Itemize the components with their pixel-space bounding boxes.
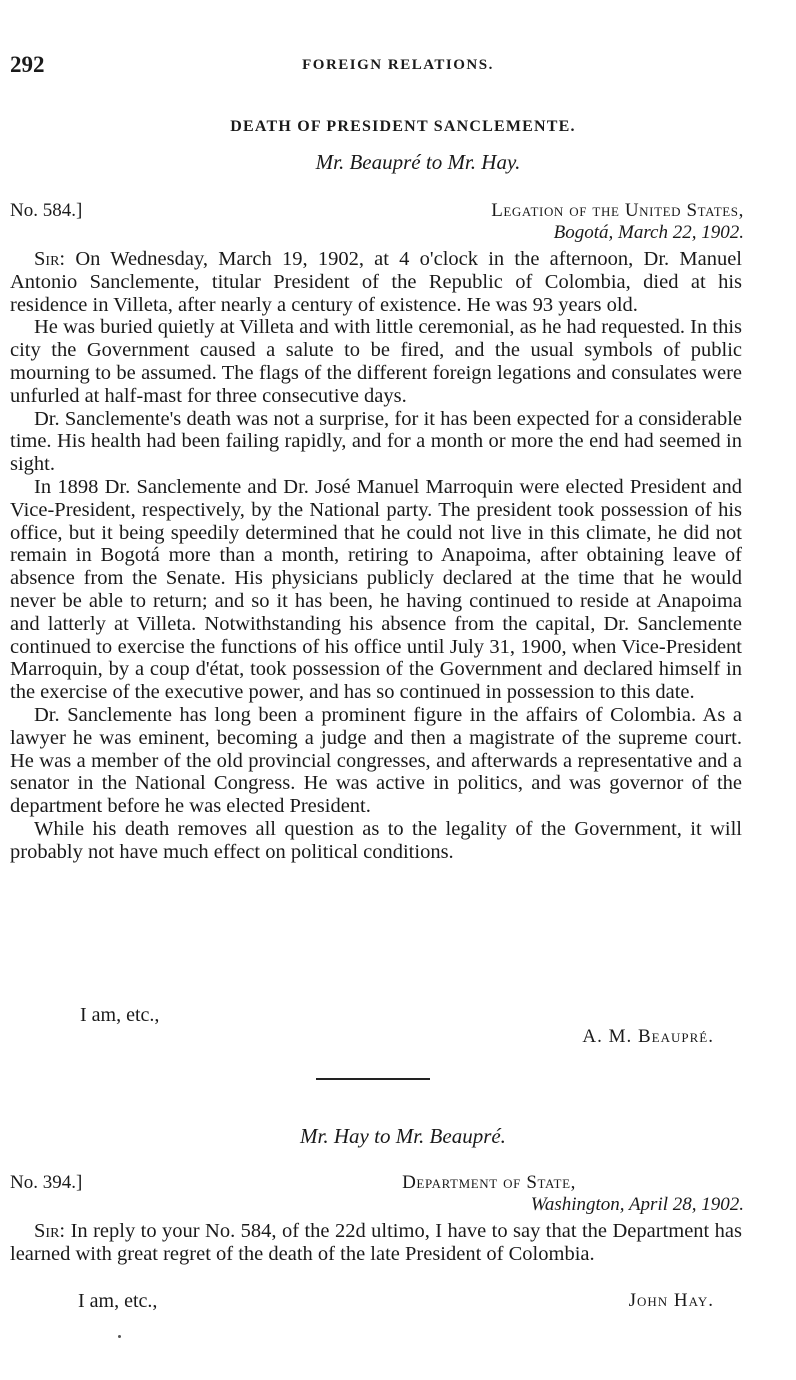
letter1-closing: I am, etc., (80, 1004, 160, 1026)
letter1-paragraph: Sir: On Wednesday, March 19, 1902, at 4 o'clock in the afternoon, Dr. Manuel Antonio Sanclemente, titular President of the Republic of Colombia, died at his residence in Villeta, after nearly a century of existence. He was 93 years old. (10, 248, 742, 316)
running-title: FOREIGN RELATIONS. (302, 57, 494, 73)
page-number: 292 (10, 52, 45, 77)
letter2-number: No. 394.] (10, 1172, 83, 1193)
letter2-heading: Mr. Hay to Mr. Beaupré. (300, 1124, 506, 1148)
letter1-paragraph: He was buried quietly at Villeta and with little ceremonial, as he had requested. In this city the Government caused a salute to be fired, and the usual symbols of public mourning to be assumed. The flags of the different foreign legations and consulates were unfurled at half-mast for three consecutive days. (10, 316, 742, 407)
letter1-paragraph: Dr. Sanclemente's death was not a surprise, for it has been expected for a considerable time. His health had been failing rapidly, and for a month or more the end had seemed in sight. (10, 407, 742, 476)
letter1-paragraph: Dr. Sanclemente has long been a prominent figure in the affairs of Colombia. As a lawyer he was eminent, becoming a judge and then a magistrate of the supreme court. He was a member of the old provincial congresses, and afterwards a representative and a senator in the National Congress. He was active in politics, and was governor of the department before he was elected President. (10, 703, 742, 818)
print-speck (118, 1335, 121, 1338)
letter2-body (10, 1220, 742, 1266)
letter2-place: Department of State, (402, 1172, 576, 1193)
letter1-signature: A. M. Beaupré. (582, 1026, 714, 1047)
letter1-date: Bogotá, March 22, 1902. (553, 222, 744, 243)
letter1-heading: Mr. Beaupré to Mr. Hay. (315, 150, 521, 174)
letter2-closing: I am, etc., (78, 1290, 158, 1312)
letter2-signature: John Hay. (628, 1290, 714, 1311)
running-head (10, 52, 756, 82)
letter1-place: Legation of the United States, (491, 200, 744, 221)
letter1-paragraph: While his death removes all question as to the legality of the Government, it will probably not have much effect on political conditions. (10, 817, 742, 863)
section-divider (316, 1078, 430, 1080)
letter2-paragraph: Sir: In reply to your No. 584, of the 22d ultimo, I have to say that the Department has learned with great regret of the death of the late President of Colombia. (10, 1220, 743, 1265)
salutation: Sir: (34, 248, 66, 270)
letter2-date: Washington, April 28, 1902. (530, 1194, 744, 1215)
letter1-body (10, 248, 742, 864)
salutation: Sir: (34, 1220, 66, 1242)
letter1-number: No. 584.] (10, 200, 83, 221)
letter1-paragraph: In 1898 Dr. Sanclemente and Dr. José Manuel Marroquin were elected President and Vice-President, respectively, by the National party. The president took possession of his office, but it being speedily determined that he could not live in this climate, he did not remain in Bogotá more than a month, retiring to Anapoima, after obtaining leave of absence from the Senate. His physicians publicly declared at the time that he would never be able to return; and so it has been, he having continued to reside at Anapoima and latterly at Villeta. Notwithstanding his absence from the capital, Dr. Sanclemente continued to exercise the functions of his office until July 31, 1900, when Vice-President Marroquin, by a coup d'état, took possession of the Government and declared himself in the exercise of the executive power, and has so continued in possession to this date. (10, 475, 742, 704)
section-title: DEATH OF PRESIDENT SANCLEMENTE. (230, 118, 576, 135)
